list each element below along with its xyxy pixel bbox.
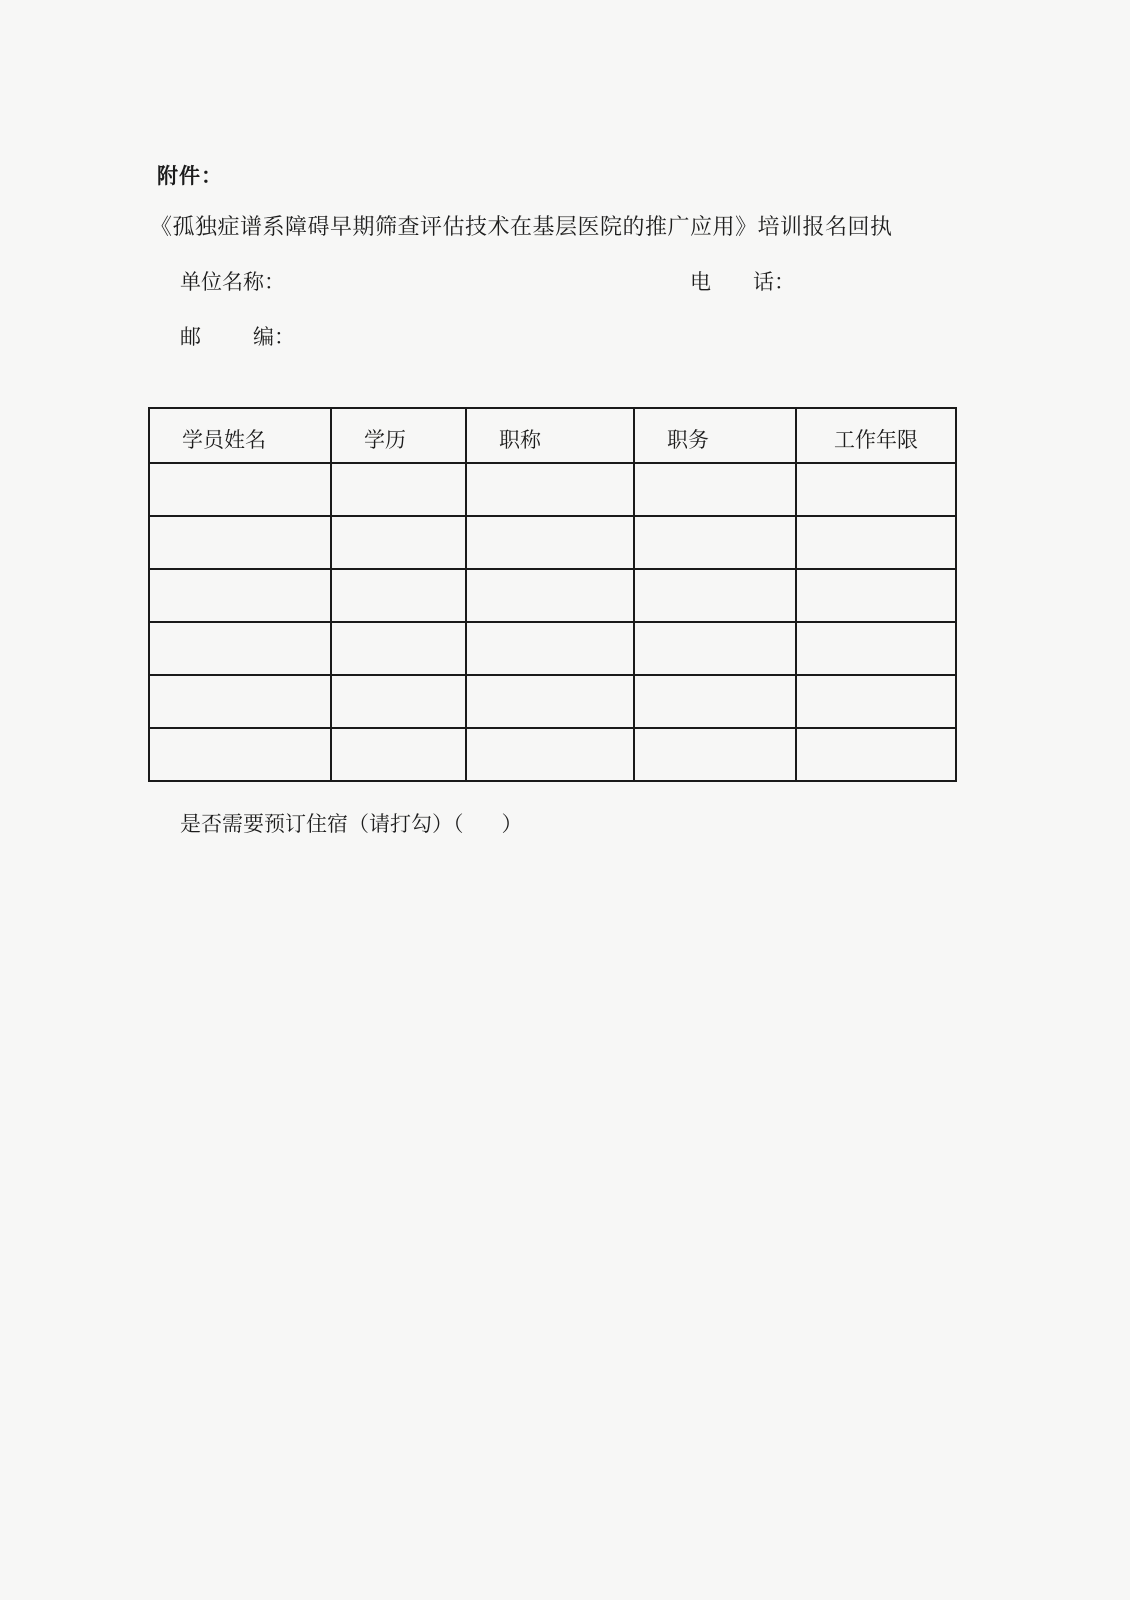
table-cell[interactable] — [149, 622, 331, 675]
zip-field — [180, 321, 295, 351]
table-cell[interactable] — [331, 516, 466, 569]
lodging-question — [180, 808, 523, 838]
table-cell[interactable] — [634, 728, 796, 781]
table-row — [149, 569, 956, 622]
unit-name-label: 单位名称： — [180, 270, 285, 294]
zip-label-part-2: 编： — [253, 325, 295, 349]
table-cell[interactable] — [634, 675, 796, 728]
table-cell[interactable] — [149, 569, 331, 622]
table-cell[interactable] — [331, 622, 466, 675]
table-cell[interactable] — [149, 728, 331, 781]
lodging-question-text: 是否需要预订住宿（请打勾）（ — [180, 812, 464, 836]
registration-table — [148, 407, 957, 782]
table-cell[interactable] — [466, 728, 634, 781]
phone-label-part-1: 电 — [690, 270, 711, 294]
table-cell[interactable] — [796, 516, 956, 569]
table-cell[interactable] — [634, 516, 796, 569]
form-title: 《孤独症谱系障碍早期筛查评估技术在基层医院的推广应用》培训报名回执 — [150, 215, 893, 240]
table-cell[interactable] — [466, 675, 634, 728]
table-row — [149, 463, 956, 516]
table-cell[interactable] — [634, 622, 796, 675]
table-cell[interactable] — [331, 463, 466, 516]
header-title-rank: 职称 — [466, 408, 634, 463]
table-cell[interactable] — [634, 569, 796, 622]
unit-name-field — [180, 266, 285, 296]
table-cell[interactable] — [149, 675, 331, 728]
table-cell[interactable] — [466, 622, 634, 675]
table-cell[interactable] — [149, 516, 331, 569]
table-row — [149, 675, 956, 728]
header-education: 学历 — [331, 408, 466, 463]
table-cell[interactable] — [331, 675, 466, 728]
header-student-name: 学员姓名 — [149, 408, 331, 463]
table-cell[interactable] — [796, 569, 956, 622]
table-cell[interactable] — [149, 463, 331, 516]
header-years-of-work: 工作年限 — [796, 408, 956, 463]
table-cell[interactable] — [796, 622, 956, 675]
table-cell[interactable] — [466, 463, 634, 516]
attachment-label: 附件： — [157, 164, 223, 188]
table-row — [149, 622, 956, 675]
table-row — [149, 728, 956, 781]
zip-label-part-1: 邮 — [180, 325, 201, 349]
table-cell[interactable] — [796, 463, 956, 516]
table-cell[interactable] — [634, 463, 796, 516]
table-cell[interactable] — [466, 569, 634, 622]
table-header-row — [149, 408, 956, 463]
table-cell[interactable] — [466, 516, 634, 569]
table-row — [149, 516, 956, 569]
table-cell[interactable] — [796, 675, 956, 728]
lodging-close-paren: ） — [501, 812, 523, 836]
table-cell[interactable] — [331, 728, 466, 781]
phone-label-part-2: 话： — [753, 270, 795, 294]
phone-field — [690, 266, 795, 296]
table-cell[interactable] — [331, 569, 466, 622]
header-position: 职务 — [634, 408, 796, 463]
table-cell[interactable] — [796, 728, 956, 781]
